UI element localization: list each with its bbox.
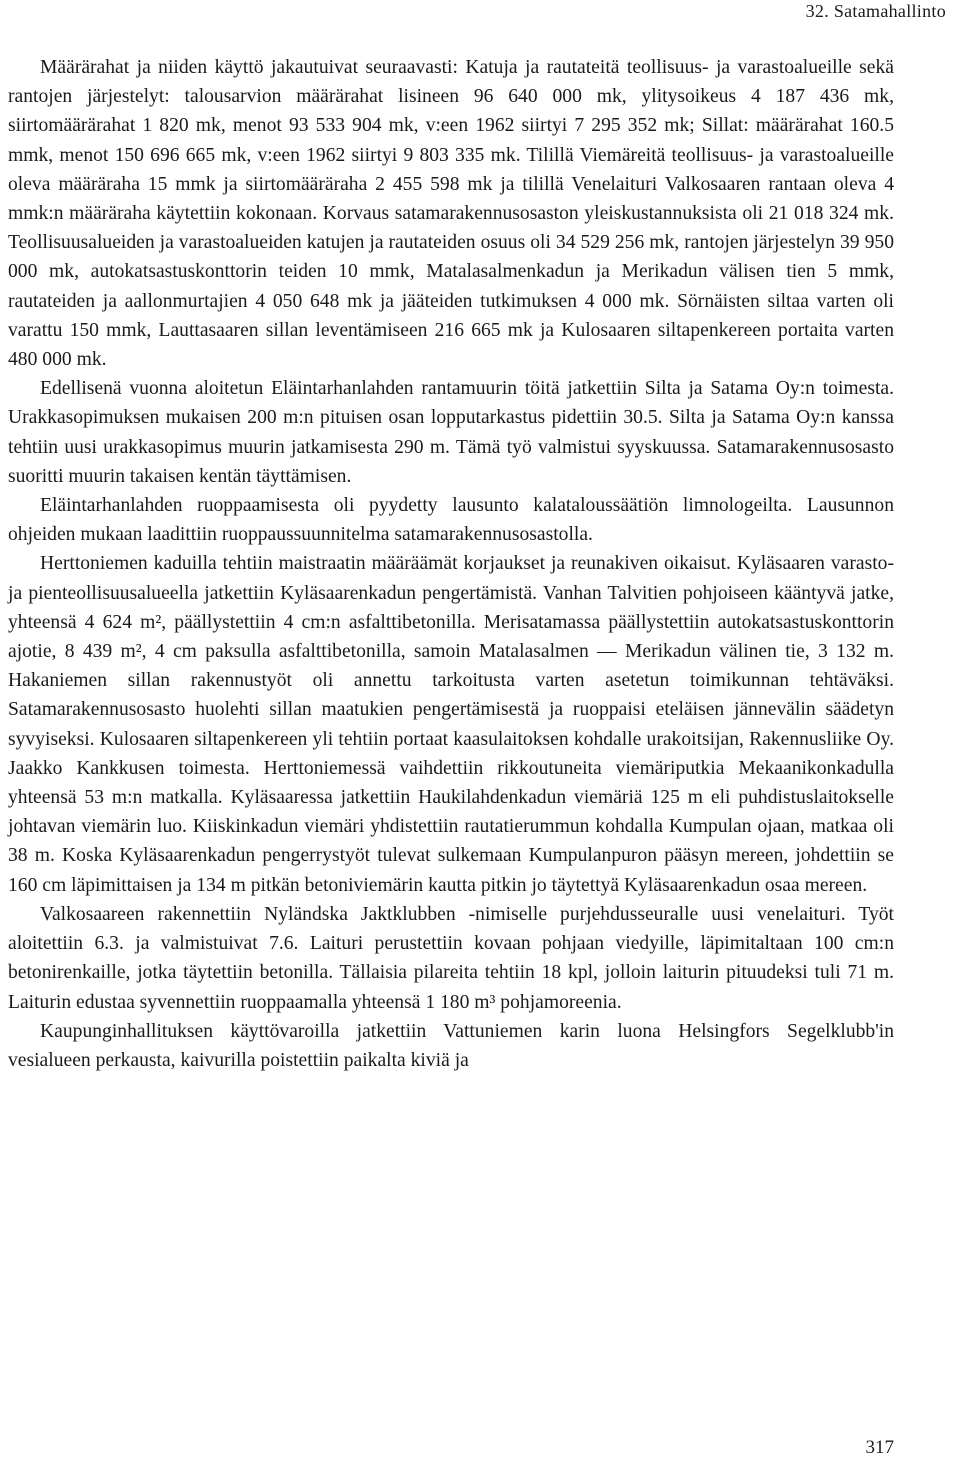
paragraph-boat-pier: Valkosaareen rakennettiin Nyländska Jaktklubben -nimiselle purjehdusseuralle uusi venelaituri. Työt aloitettiin 6.3. ja valmistuivat 7.6. Laituri perustettiin kovaan pohjaan viedyille, läpimitaltaan 100 cm:n betonirenkaille, jotka täytettiin betonilla. Tällaisia pilareita tehtiin 18 kpl, jolloin laiturin pituudeksi tuli 71 m. Laiturin edustaa syvennettiin ruoppaamalla yhteensä 1 180 m³ pohjamoreenia.	[8, 903, 894, 1013]
paragraph-dredging: Eläintarhanlahden ruoppaamisesta oli pyydetty lausunto kalataloussäätiön limnologeilta. Lausunnon ohjeiden mukaan laadittiin ruoppaussuunnitelma satamarakennusosastolla.	[8, 495, 894, 546]
paragraph-clearing: Kaupunginhallituksen käyttövaroilla jatkettiin Vattuniemen karin luona Helsingfors Segelklubb'in vesialueen perkausta, kaivurilla poistettiin paikalta kiviä ja	[8, 1020, 894, 1071]
body-text	[8, 53, 894, 1075]
paragraph-appropriations: Määrärahat ja niiden käyttö jakautuivat seuraavasti: Katuja ja rautateitä teollisuus- ja varastoalueille sekä rantojen järjestelyt: talousarvion määrärahat lisineen 96 640 000 mk, ylitysoikeus 4 187 436 mk, siirtomäärärahat 1 820 mk, menot 93 533 904 mk, v:een 1962 siirtyi 7 295 352 mk; Sillat: määrärahat 160.5 mmk, menot 150 696 665 mk, v:een 1962 siirtyi 9 803 335 mk. Tilillä Viemäreitä teollisuus- ja varastoalueille oleva määräraha 15 mmk ja siirtomääräraha 2 455 598 mk ja tilillä Venelaituri Valkosaaren rantaan oleva 4 mmk:n määräraha käytettiin kokonaan. Korvaus satamarakennusosaston yleiskustannuksista oli 21 018 324 mk. Teollisuusalueiden ja varastoalueiden katujen ja rautateiden osuus oli 34 529 256 mk, rantojen järjestelyn 39 950 000 mk, autokatsastuskonttorin teiden 10 mmk, Matalasalmenkadun ja Merikadun välisen tien 5 mmk, rautateiden ja aallonmurtajien 4 050 648 mk ja jääteiden tutkimuksen 4 000 mk. Sörnäisten siltaa varten oli varattu 150 mmk, Lauttasaaren sillan leventämiseen 216 665 mk ja Kulosaaren siltapenkereen portaita varten 480 000 mk.	[8, 57, 894, 371]
paragraph-harbour-wall: Edellisenä vuonna aloitetun Eläintarhanlahden rantamuurin töitä jatkettiin Silta ja Satama Oy:n toimesta. Urakkasopimuksen mukaisen 200 m:n pituisen osan lopputarkastus pidettiin 30.5. Silta ja Satama Oy:n kanssa tehtiin uusi urakkasopimus muurin jatkamisesta 290 m. Tämä työ valmistui syyskuussa. Satamarakennusosasto suoritti muurin takaisen kentän täyttämisen.	[8, 378, 894, 487]
page-number: 317	[865, 1437, 894, 1458]
running-header: 32. Satamahallinto	[805, 1, 946, 21]
paragraph-street-works: Herttoniemen kaduilla tehtiin maistraatin määräämät korjaukset ja reunakiven oikaisut. Kyläsaaren varasto- ja pienteollisuusalueella jatkettiin Kyläsaarenkadun pengertämistä. Vanhan Talvitien pohjoiseen kääntyvä jatke, yhteensä 4 624 m², päällystettiin 4 cm:n asfalttibetonilla. Merisatamassa päällystettiin autokatsastuskonttorin ajotie, 8 439 m², 4 cm paksulla asfalttibetonilla, samoin Matalasalmen — Merikadun välinen tie, 3 132 m. Hakaniemen sillan rakennustyöt oli annettu tarkoitusta varten asetetun toimikunnan tehtäväksi. Satamarakennusosasto huolehti sillan maatukien pengertämisestä ja ruoppaisi eteläisen jännevälin säädetyn syvyiseksi. Kulosaaren siltapenkereen yli tehtiin portaat kaasulaitoksen kohdalle urakoitsijan, Rakennusliike Oy. Jaakko Kankkusen toimesta. Herttoniemessä vaihdettiin rikkoutuneita viemäriputkia Mekaanikonkadulla yhteensä 53 m:n matkalla. Kyläsaaressa jatkettiin Haukilahdenkadun viemäriä 125 m eli puhdistuslaitokselle johtavan viemärin luo. Kiiskinkadun viemäri yhdistettiin rautatierummun kohdalla Kumpulan ojaan, matkaa oli 38 m. Koska Kyläsaarenkadun pengerrystyöt tulevat sulkemaan Kumpulanpuron pääsyn mereen, johdettiin se 160 cm läpimittaisen ja 134 m pitkän betoniviemärin kautta pitkin jo täytettyä Kyläsaarenkadun osaa mereen.	[8, 553, 894, 896]
